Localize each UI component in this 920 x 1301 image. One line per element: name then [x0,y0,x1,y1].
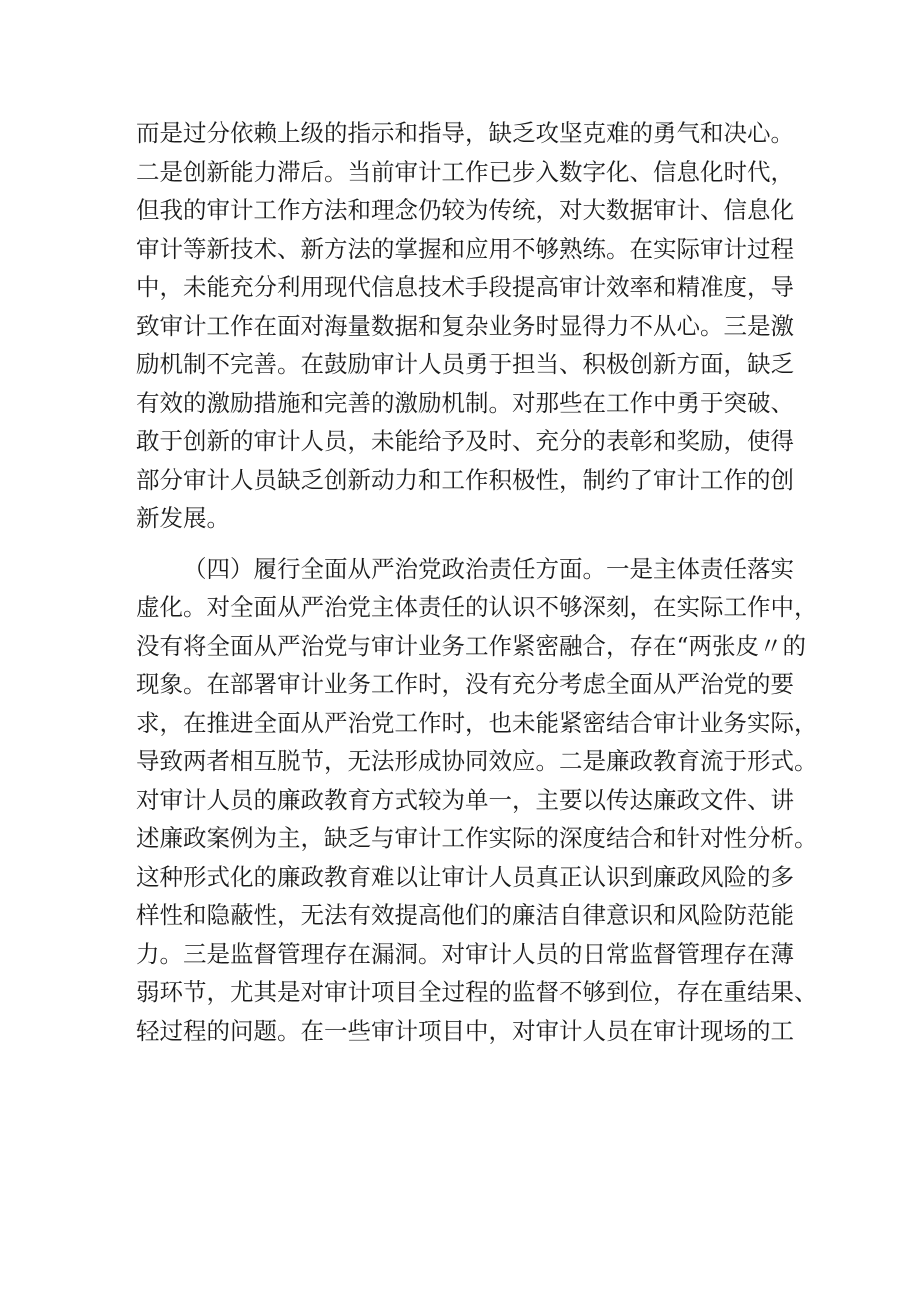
text-line: 轻过程的问题。在一些审计项目中，对审计人员在审计现场的工 [136,1016,794,1045]
text-line: 现象。在部署审计业务工作时，没有充分考虑全面从严治党的要 [136,670,794,698]
paragraph-spacer [136,538,796,550]
text-line: 而是过分依赖上级的指示和指导，缺乏攻坚克难的勇气和决心。 [136,119,794,147]
document-body [136,114,818,1050]
text-line: 致审计工作在面对海量数据和复杂业务时显得力不从心。三是激 [136,311,794,340]
text-line: 虚化。对全面从严治党主体责任的认识不够深刻，在实际工作中， [136,593,818,621]
text-line: 述廉政案例为主，缺乏与审计工作实际的深度结合和针对性分析。 [136,824,818,852]
text-line: 样性和隐蔽性，无法有效提高他们的廉洁自律意识和风险防范能 [136,901,794,929]
text-line: 部分审计人员缺乏创新动力和工作积极性，制约了审计工作的创 [136,465,794,494]
text-line: 这种形式化的廉政教育难以让审计人员真正认识到廉政风险的多 [136,862,794,891]
text-line: 求，在推进全面从严治党工作时，也未能紧密结合审计业务实际， [136,708,818,737]
section-heading-line: （四）履行全面从严治党政治责任方面。一是主体责任落实 [183,554,794,583]
text-line: 导致两者相互脱节，无法形成协同效应。二是廉政教育流于形式。 [136,747,818,775]
paragraph-innovation-and-incentives [136,114,796,538]
text-line: 新发展。 [136,504,230,532]
text-line: 但我的审计工作方法和理念仍较为传统，对大数据审计、信息化 [136,196,794,224]
text-line: 弱环节，尤其是对审计项目全过程的监督不够到位，存在重结果、 [136,978,818,1006]
text-line: 对审计人员的廉政教育方式较为单一，主要以传达廉政文件、讲 [136,785,794,814]
text-line: 二是创新能力滞后。当前审计工作已步入数字化、信息化时代， [136,157,794,186]
text-line: 敢于创新的审计人员，未能给予及时、充分的表彰和奖励，使得 [136,427,794,455]
text-line: 力。三是监督管理存在漏洞。对审计人员的日常监督管理存在薄 [136,939,794,968]
text-line: 励机制不完善。在鼓励审计人员勇于担当、积极创新方面，缺乏 [136,350,794,378]
text-line: 没有将全面从严治党与审计业务工作紧密融合，存在“两张皮〃的 [136,631,807,660]
paragraph-party-governance-responsibility [136,550,818,1051]
text-line: 有效的激励措施和完善的激励机制。对那些在工作中勇于突破、 [136,388,794,417]
text-line: 审计等新技术、新方法的掌握和应用不够熟练。在实际审计过程 [136,234,794,263]
text-line: 中，未能充分利用现代信息技术手段提高审计效率和精准度，导 [136,273,794,301]
